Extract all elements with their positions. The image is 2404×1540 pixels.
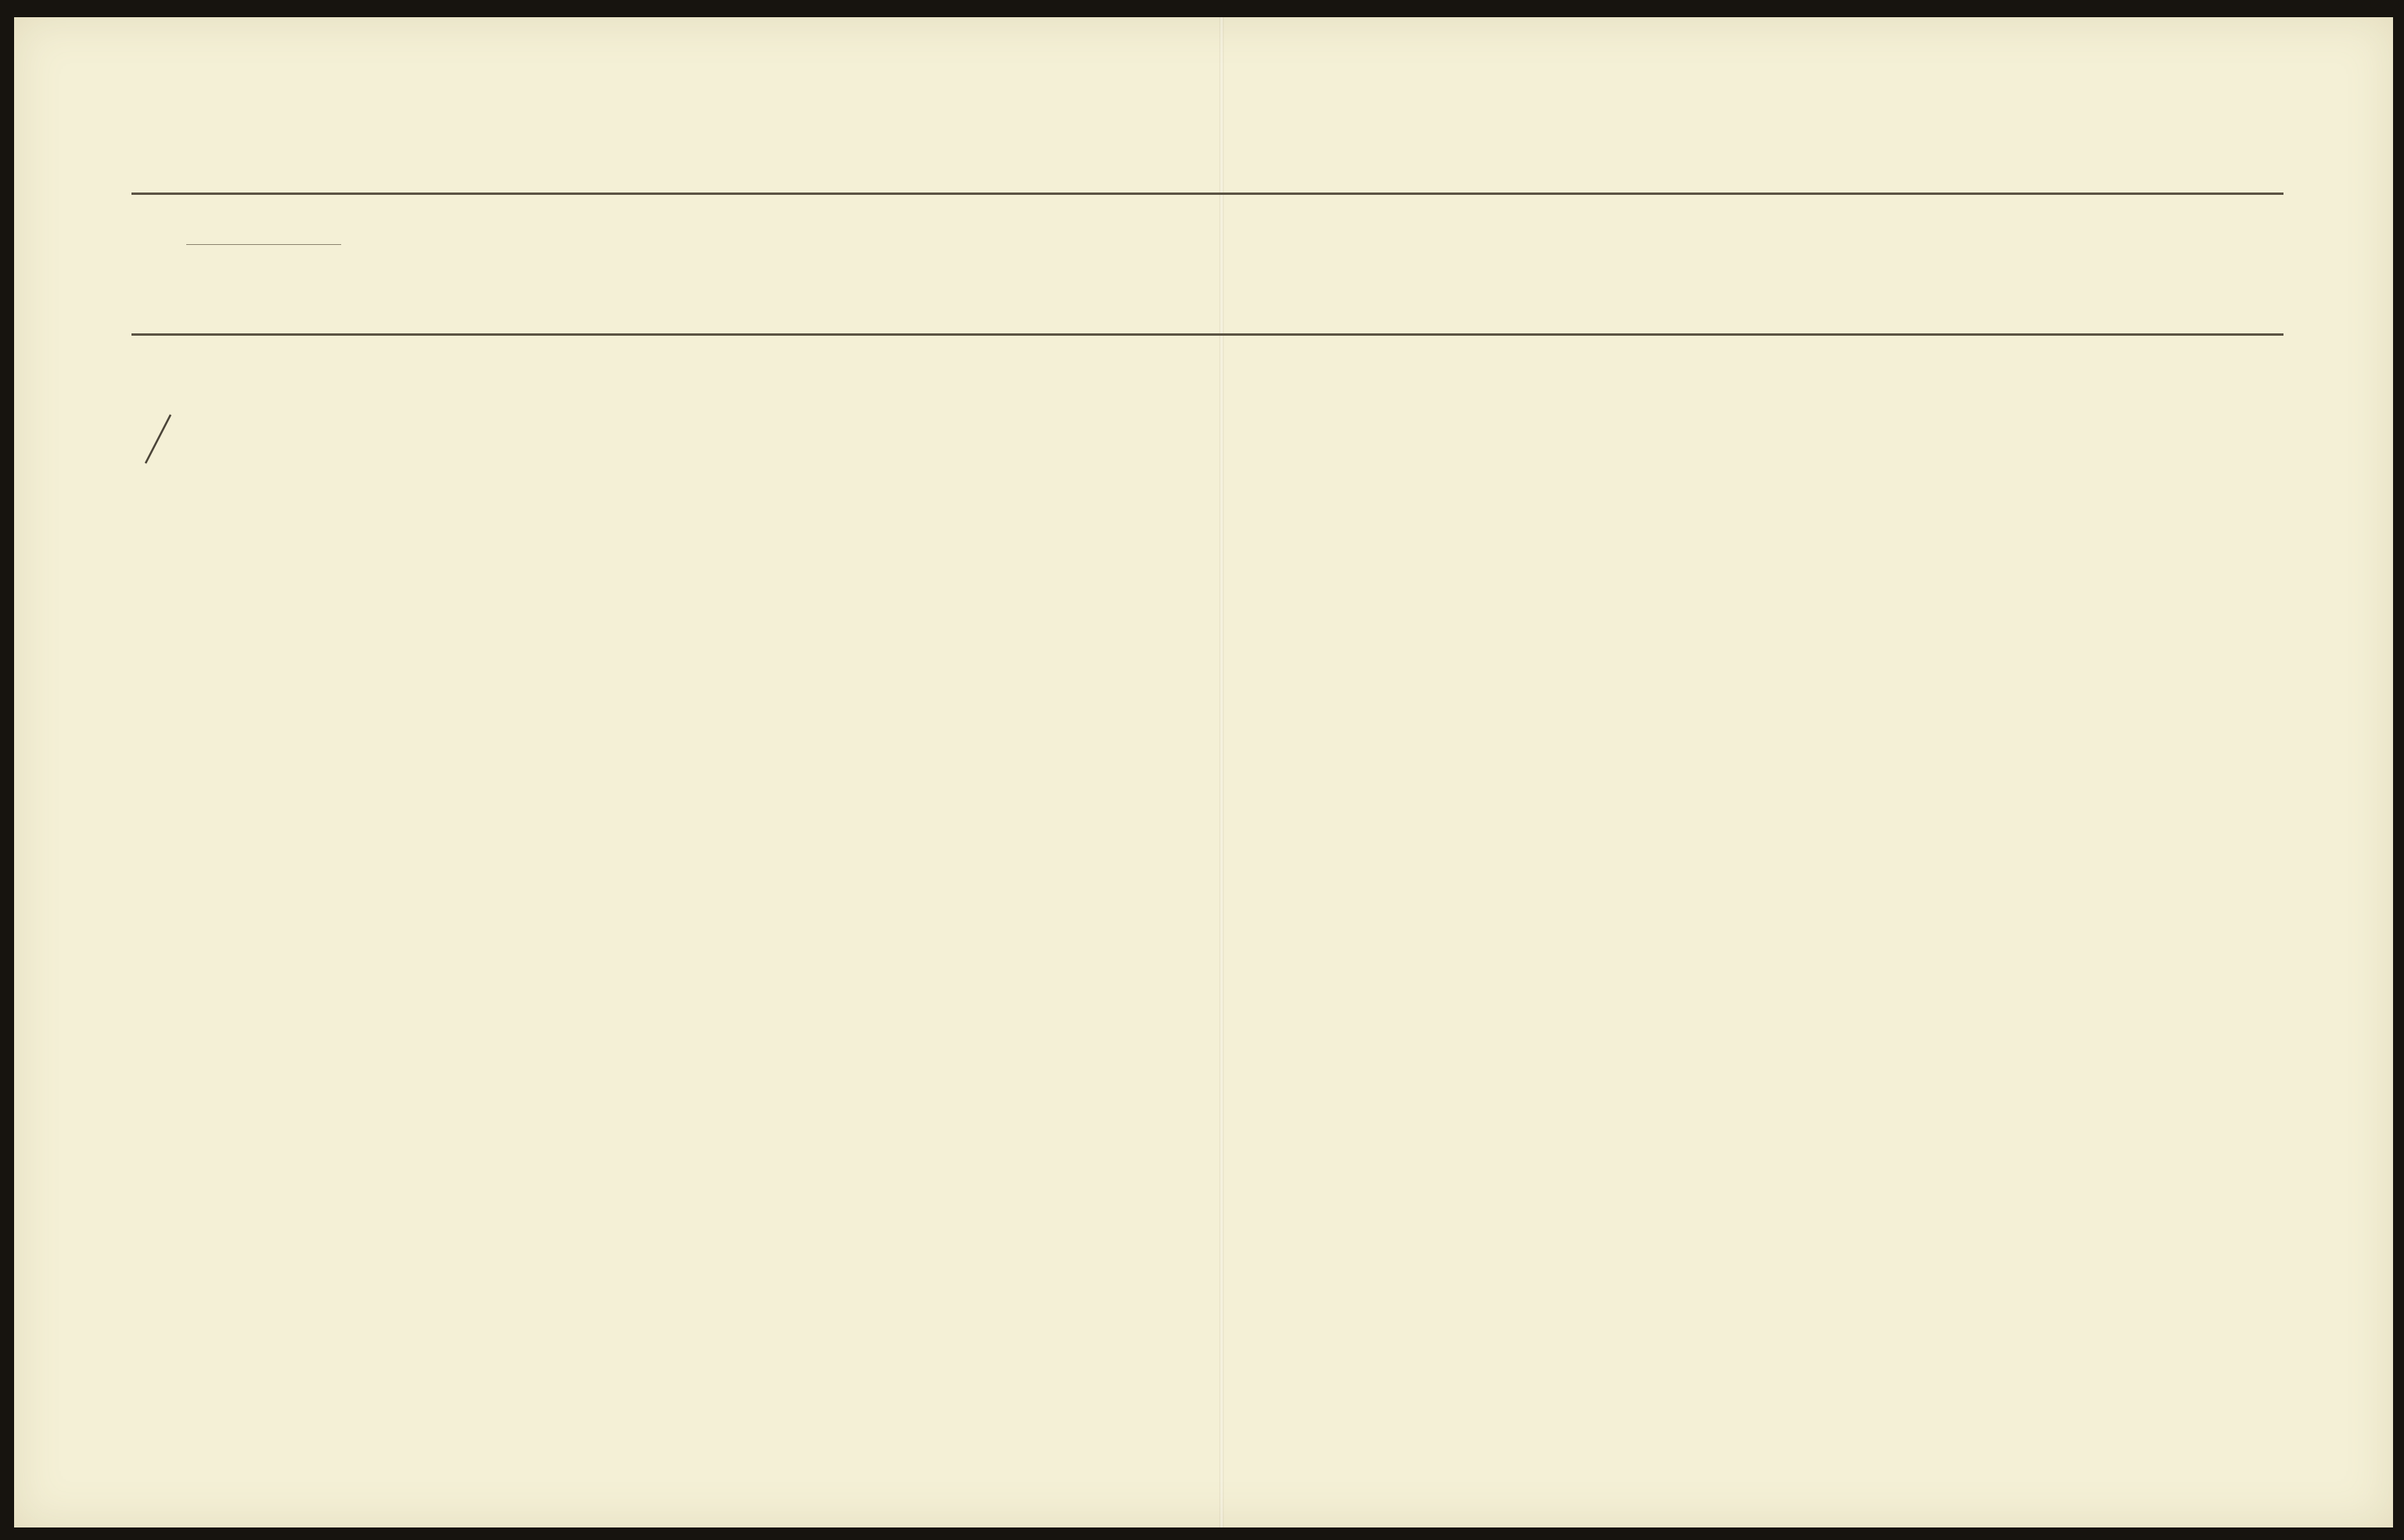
ledger-sheet <box>14 17 2393 1527</box>
page-fold <box>1219 17 1224 1527</box>
table-top-rule <box>131 192 2283 195</box>
header-bottom-rule <box>131 333 2283 336</box>
fodselsdatum-rule <box>186 244 341 245</box>
pencil-tick-mark <box>139 408 186 471</box>
